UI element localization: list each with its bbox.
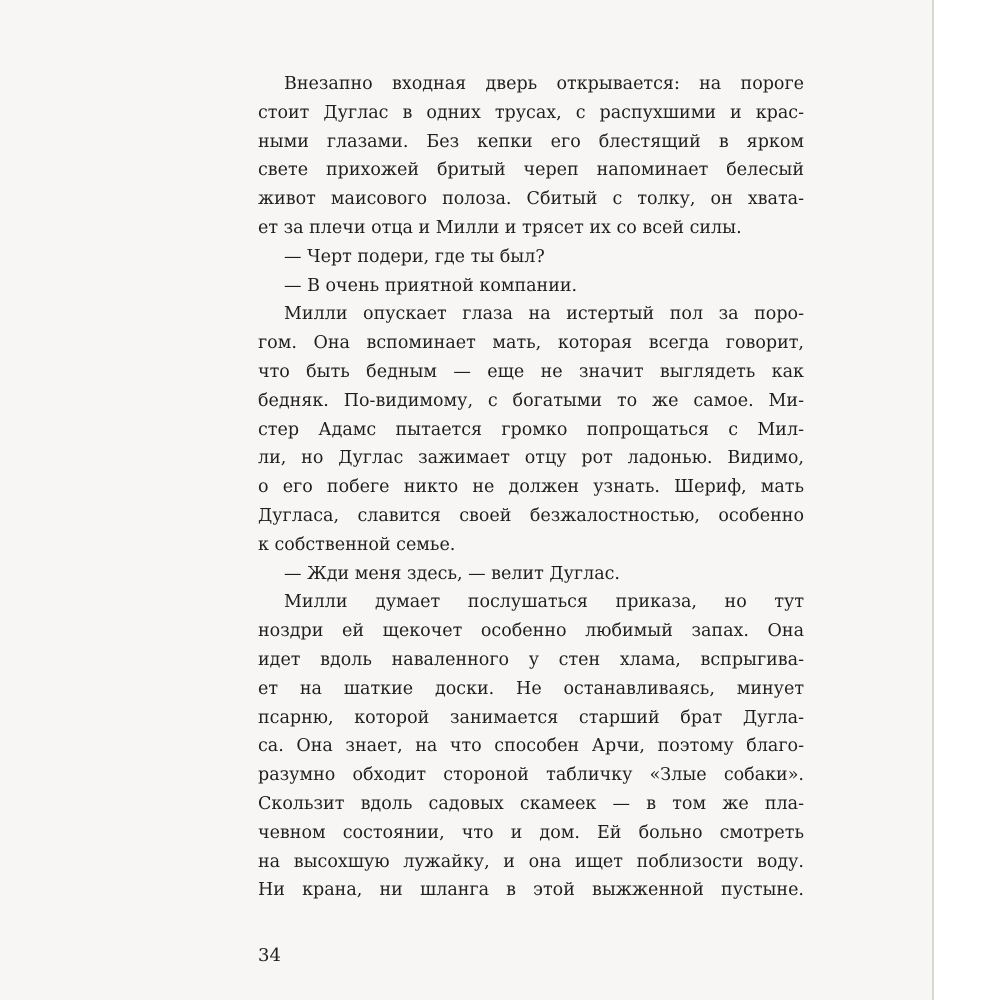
- text-line: ли, но Дуглас зажимает отцу рот ладонью. Видимо,: [258, 448, 804, 469]
- body-text: [258, 70, 804, 905]
- text-line: — Черт подери, где ты был?: [284, 246, 545, 267]
- text-line: что быть бедным — еще не значит выглядеть как: [258, 361, 804, 382]
- dialogue-line: [258, 272, 804, 301]
- text-line: ет на шаткие доски. Не останавливаясь, минует: [258, 678, 804, 699]
- paragraph: [258, 70, 804, 243]
- text-line: Дугласа, славится своей безжалостностью, особенно: [258, 505, 804, 526]
- text-line: ноздри ей щекочет особенно любимый запах. Она: [258, 621, 804, 642]
- text-line: Милли опускает глаза на истертый пол за поро-: [284, 304, 804, 325]
- text-line: идет вдоль наваленного у стен хлама, вспрыгива-: [258, 649, 804, 670]
- text-line: — Жди меня здесь, — велит Дуглас.: [284, 563, 620, 584]
- text-line: Ни крана, ни шланга в этой выжженной пустыне.: [258, 880, 804, 901]
- text-line: разумно обходит стороной табличку «Злые собаки».: [258, 765, 804, 786]
- text-line: Скользит вдоль садовых скамеек — в том же пла-: [258, 793, 804, 814]
- page-number: 34: [258, 945, 281, 966]
- text-line: ет за плечи отца и Милли и трясет их со всей силы.: [258, 217, 742, 238]
- text-line: псарню, которой занимается старший брат Дугла-: [258, 707, 804, 728]
- text-line: Милли думает послушаться приказа, но тут: [284, 592, 804, 613]
- text-line: стер Адамс пытается громко попрощаться с Мил-: [258, 419, 804, 440]
- text-line: стоит Дуглас в одних трусах, с распухшими и крас-: [258, 102, 804, 123]
- text-line: на высохшую лужайку, и она ищет поблизости воду.: [258, 851, 804, 872]
- dialogue-line: [258, 560, 804, 589]
- paragraph: [258, 588, 804, 905]
- text-line: свете прихожей бритый череп напоминает белесый: [258, 160, 804, 181]
- text-line: бедняк. По-видимому, с богатыми то же самое. Ми-: [258, 390, 804, 411]
- text-line: — В очень приятной компании.: [284, 275, 578, 296]
- text-line: ными глазами. Без кепки его блестящий в ярком: [258, 131, 804, 152]
- text-line: гом. Она вспоминает мать, которая всегда говорит,: [258, 333, 804, 354]
- text-line: са. Она знает, на что способен Арчи, поэтому благо-: [258, 736, 804, 757]
- text-line: к собственной семье.: [258, 534, 456, 555]
- paragraph: [258, 300, 804, 559]
- page-edge: [932, 0, 934, 1000]
- text-line: чевном состоянии, что и дом. Ей больно смотреть: [258, 822, 804, 843]
- dialogue-line: [258, 243, 804, 272]
- text-line: о его побеге никто не должен узнать. Шериф, мать: [258, 477, 804, 498]
- text-line: живот маисового полоза. Сбитый с толку, он хвата-: [258, 189, 804, 210]
- text-line: Внезапно входная дверь открывается: на пороге: [284, 74, 804, 94]
